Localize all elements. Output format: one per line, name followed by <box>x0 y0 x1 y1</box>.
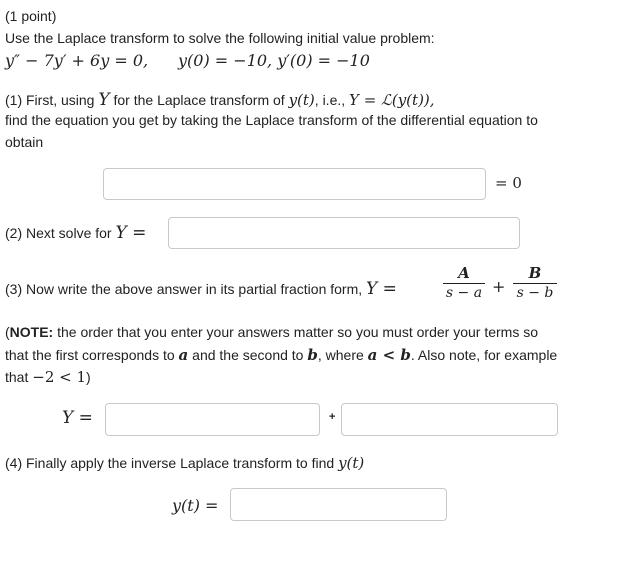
note-text1: the order that you enter your answers matter so you must order your terms so <box>57 324 538 340</box>
fraction-b-numerator: B <box>528 264 542 282</box>
part1-rhs: = 0 <box>495 174 522 192</box>
points-label: (1 point) <box>5 8 57 24</box>
part3-label: (3) Now write the above answer in its partial fraction form, <box>5 281 363 297</box>
part4-yt: y(t) <box>338 454 365 472</box>
part1-yt: y(t) <box>288 91 315 109</box>
part3-lhs: Y = <box>366 279 397 299</box>
note-close-paren: ) <box>86 369 91 385</box>
part2-y-input[interactable] <box>168 217 520 249</box>
note-var-b: b <box>307 346 318 364</box>
fraction-b-bar <box>513 283 557 284</box>
note-text2a: that the first corresponds to <box>5 347 175 363</box>
note-line2 <box>5 346 557 364</box>
answer-y-lhs: Y = <box>62 408 93 428</box>
part4-label: (4) Finally apply the inverse Laplace transform to find <box>5 455 335 471</box>
part2-label: (2) Next solve for <box>5 225 112 241</box>
fraction-a-numerator: A <box>458 264 470 282</box>
part4-lhs: y(t) = <box>172 496 219 515</box>
note-line3 <box>5 368 91 386</box>
note-text2b: and the second to <box>192 347 304 363</box>
fraction-b-denominator: s − b <box>516 285 554 301</box>
partial-fraction-b <box>513 264 557 302</box>
note-line1 <box>5 324 538 340</box>
part1-prompt <box>5 90 435 110</box>
partial-fraction-a <box>443 264 485 302</box>
part1-line2: find the equation you get by taking the Laplace transform of the differential equation to <box>5 112 538 128</box>
part3-plus: + <box>492 277 506 296</box>
note-text2c: , where <box>317 347 364 363</box>
ode-equation: y″ − 7y′ + 6y = 0, <box>5 51 149 70</box>
part2-lhs: Y = <box>115 223 147 243</box>
fraction-a-denominator: s − a <box>445 285 483 301</box>
problem-instruction: Use the Laplace transform to solve the following initial value problem: <box>5 30 435 46</box>
answer-y-term2-input[interactable] <box>341 403 558 436</box>
part4-yt-input[interactable] <box>230 488 447 521</box>
part1-definition: Y = ℒ(y(t)), <box>349 91 435 109</box>
fraction-a-bar <box>443 283 485 284</box>
part1-intro: (1) First, using <box>5 92 95 108</box>
part1-equation-input[interactable] <box>103 168 486 200</box>
note-example: −2 < 1 <box>32 368 87 386</box>
note-open-paren: ( <box>5 324 10 340</box>
note-text3a: that <box>5 369 29 385</box>
note-bold-label: NOTE: <box>9 324 54 340</box>
note-text2d: . Also note, for example <box>410 347 558 363</box>
part1-line3: obtain <box>5 134 44 150</box>
answer-y-plus: + <box>329 411 336 423</box>
note-inequality: a < b <box>367 346 411 364</box>
note-var-a: a <box>178 346 189 364</box>
part1-var-y: Y <box>98 90 110 110</box>
answer-y-term1-input[interactable] <box>105 403 320 436</box>
part1-mid: for the Laplace transform of <box>113 92 285 108</box>
part3-prompt <box>5 279 397 299</box>
initial-conditions: y(0) = −10, y′(0) = −10 <box>178 51 370 70</box>
part4-prompt <box>5 454 364 472</box>
part2-prompt <box>5 223 146 243</box>
part1-ie: , i.e., <box>314 92 346 108</box>
